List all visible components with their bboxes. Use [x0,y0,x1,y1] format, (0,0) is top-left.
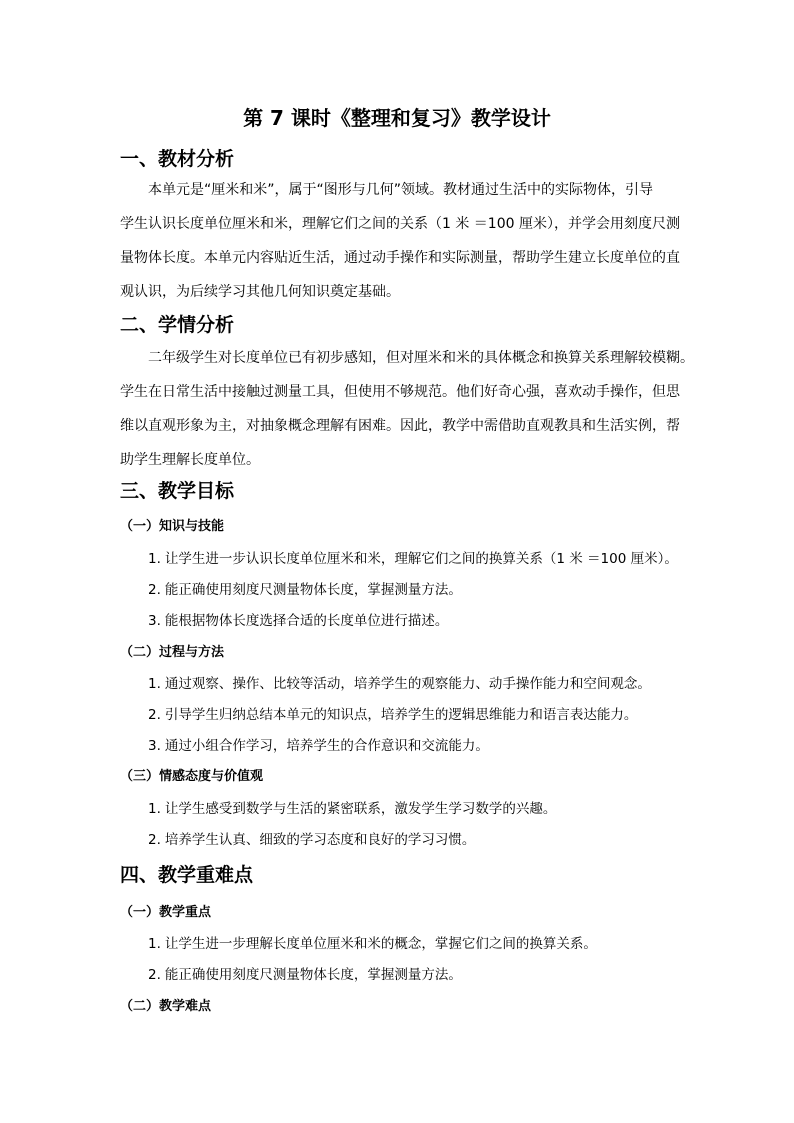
item-number: 1. [148,801,161,817]
list-item [148,934,597,954]
document-title: 第 7 课时《整理和复习》教学设计 [243,106,551,130]
section-heading-teaching-objectives: 三、教学目标 [120,480,235,502]
subsection-heading-knowledge-skills: （一）知识与技能 [120,519,225,534]
list-item [148,611,448,631]
section-heading-textbook-analysis: 一、教材分析 [120,148,235,170]
item-text: 能根据物体长度选择合适的长度单位进行描述。 [164,613,449,629]
list-item [148,799,556,819]
item-number: 1. [148,676,161,692]
item-text: 通过观察、操作、比较等活动，培养学生的观察能力、动手操作能力和空间观念。 [164,676,651,692]
paragraph-learner-analysis [120,341,694,477]
paragraph-line: 助学生理解长度单位。 [120,452,260,468]
paragraph-line: 学生在日常生活中接触过测量工具，但使用不够规范。他们好奇心强，喜欢动手操作，但思 [120,384,680,400]
paragraph-line: 维以直观形象为主，对抽象概念理解有困难。因此，教学中需借助直观教具和生活实例，帮 [120,418,680,434]
subsection-heading-attitudes-values: （三）情感态度与价值观 [120,769,264,784]
list-item [148,965,462,985]
item-text: 让学生进一步理解长度单位厘米和米的概念，掌握它们之间的换算关系。 [164,936,597,952]
subsection-heading-key-points: （一）教学重点 [120,905,212,920]
item-number: 3. [148,613,161,629]
section-heading-learner-analysis: 二、学情分析 [120,314,235,336]
paragraph-line: 观认识，为后续学习其他几何知识奠定基础。 [120,284,400,300]
item-number: 2. [148,707,161,723]
item-text: 通过小组合作学习，培养学生的合作意识和交流能力。 [164,738,489,754]
list-item [148,580,462,600]
item-number: 2. [148,832,161,848]
paragraph-line: 量物体长度。本单元内容贴近生活，通过动手操作和实际测量，帮助学生建立长度单位的直 [120,250,680,266]
subsection-heading-difficult-points: （二）教学难点 [120,999,212,1014]
paragraph-line: 学生认识长度单位厘米和米，理解它们之间的关系（1 米 ＝100 厘米），并学会用刻度尺测 [120,216,680,232]
list-item [148,674,651,694]
item-text: 能正确使用刻度尺测量物体长度，掌握测量方法。 [164,967,462,983]
paragraph-line: 本单元是“厘米和米”，属于“图形与几何”领域。教材通过生活中的实际物体，引导 [148,182,654,198]
item-text: 能正确使用刻度尺测量物体长度，掌握测量方法。 [164,582,462,598]
paragraph-line: 二年级学生对长度单位已有初步感知，但对厘米和米的具体概念和换算关系理解较模糊。 [148,350,694,366]
list-item [148,549,678,569]
item-number: 1. [148,936,161,952]
item-text: 让学生感受到数学与生活的紧密联系，激发学生学习数学的兴趣。 [164,801,557,817]
subsection-heading-process-methods: （二）过程与方法 [120,645,225,660]
item-number: 2. [148,582,161,598]
item-number: 2. [148,967,161,983]
paragraph-textbook-analysis [120,173,680,309]
list-item [148,830,475,850]
item-number: 3. [148,738,161,754]
item-number: 1. [148,551,161,567]
item-text: 引导学生归纳总结本单元的知识点，培养学生的逻辑思维能力和语言表达能力。 [164,707,638,723]
item-text: 让学生进一步认识长度单位厘米和米，理解它们之间的换算关系（1 米 ＝100 厘米）。 [164,551,678,567]
list-item [148,736,489,756]
item-text: 培养学生认真、细致的学习态度和良好的学习习惯。 [164,832,476,848]
list-item [148,705,637,725]
section-heading-key-difficult-points: 四、教学重难点 [120,864,254,886]
